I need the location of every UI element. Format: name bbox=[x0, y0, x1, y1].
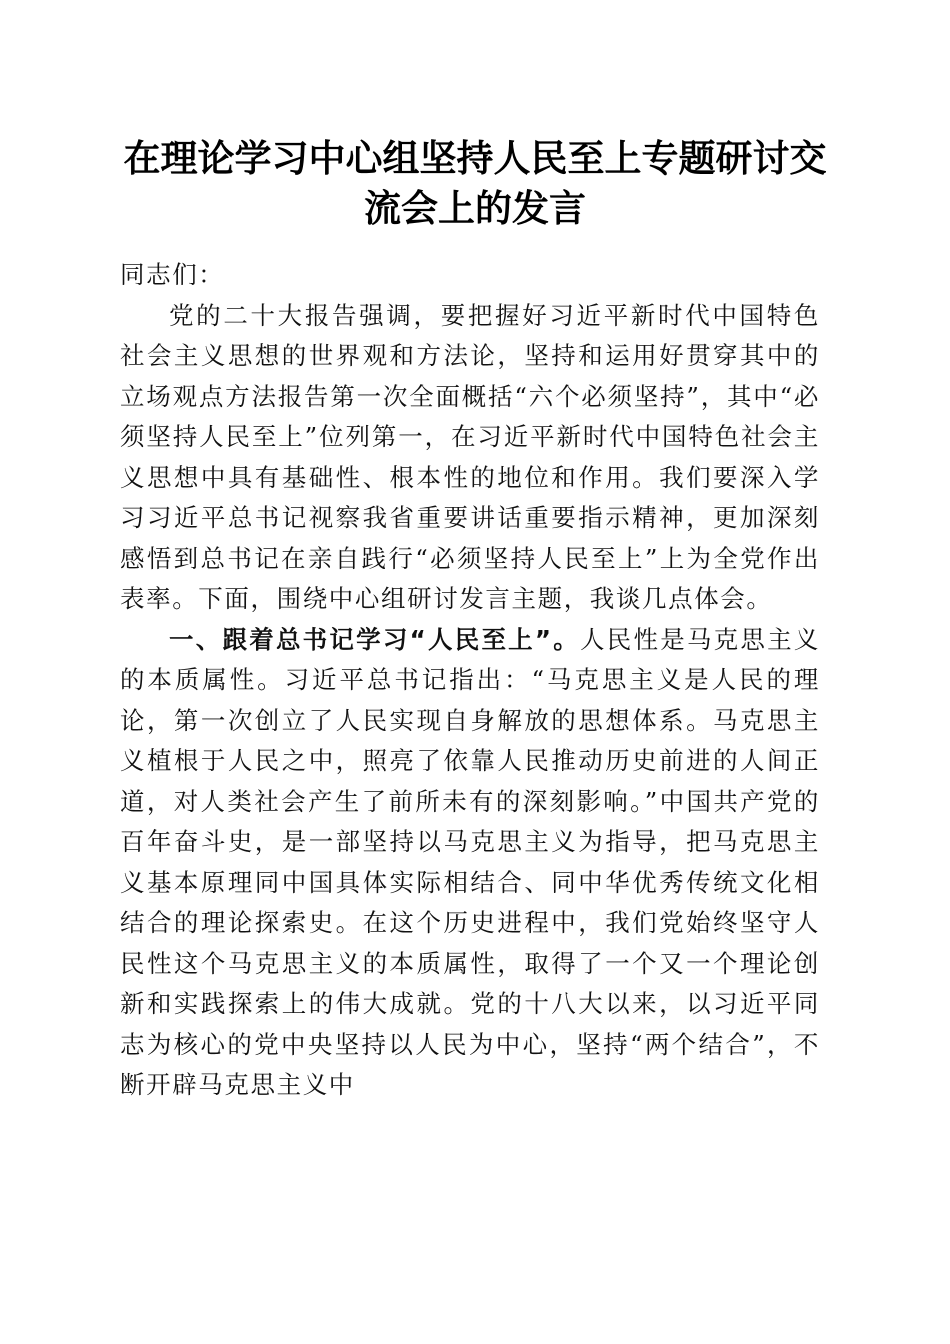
document-body bbox=[120, 255, 820, 1106]
document-title: 在理论学习中心组坚持人民至上专题研讨交流会上的发言 bbox=[123, 136, 827, 230]
paragraph-section-1 bbox=[120, 620, 820, 1106]
greeting: 同志们： bbox=[120, 260, 225, 289]
section-1-text: 人民性是马克思主义的本质属性。习近平总书记指出：“马克思主义是人民的理论，第一次创立了人民实现自身解放的思想体系。马克思主义植根于人民之中，照亮了依靠人民推动历史前进的人间正道，对人类社会产生了前所未有的深刻影响。”中国共产党的百年奋斗史，是一部坚持以马克思主义为指导，把马克思主义基本原理同中国具体实际相结合、同中华优秀传统文化相结合的理论探索史。在这个历史进程中，我们党始终坚守人民性这个马克思主义的本质属性，取得了一个又一个理论创新和实践探索上的伟大成就。党的十八大以来，以习近平同志为核心的党中央坚持以人民为中心，坚持“两个结合”，不断开辟马克思主义中 bbox=[120, 624, 820, 1099]
paragraph-intro: 党的二十大报告强调，要把握好习近平新时代中国特色社会主义思想的世界观和方法论，坚持和运用好贯穿其中的立场观点方法报告第一次全面概括“六个必须坚持”，其中“必须坚持人民至上”位列第一，在习近平新时代中国特色社会主义思想中具有基础性、根本性的地位和作用。我们要深入学习习近平总书记视察我省重要讲话重要指示精神，更加深刻感悟到总书记在亲自践行“必须坚持人民至上”上为全党作出表率。下面，围绕中心组研讨发言主题，我谈几点体会。 bbox=[120, 300, 820, 613]
section-1-heading: 一、跟着总书记学习“人民至上”。 bbox=[169, 624, 580, 654]
